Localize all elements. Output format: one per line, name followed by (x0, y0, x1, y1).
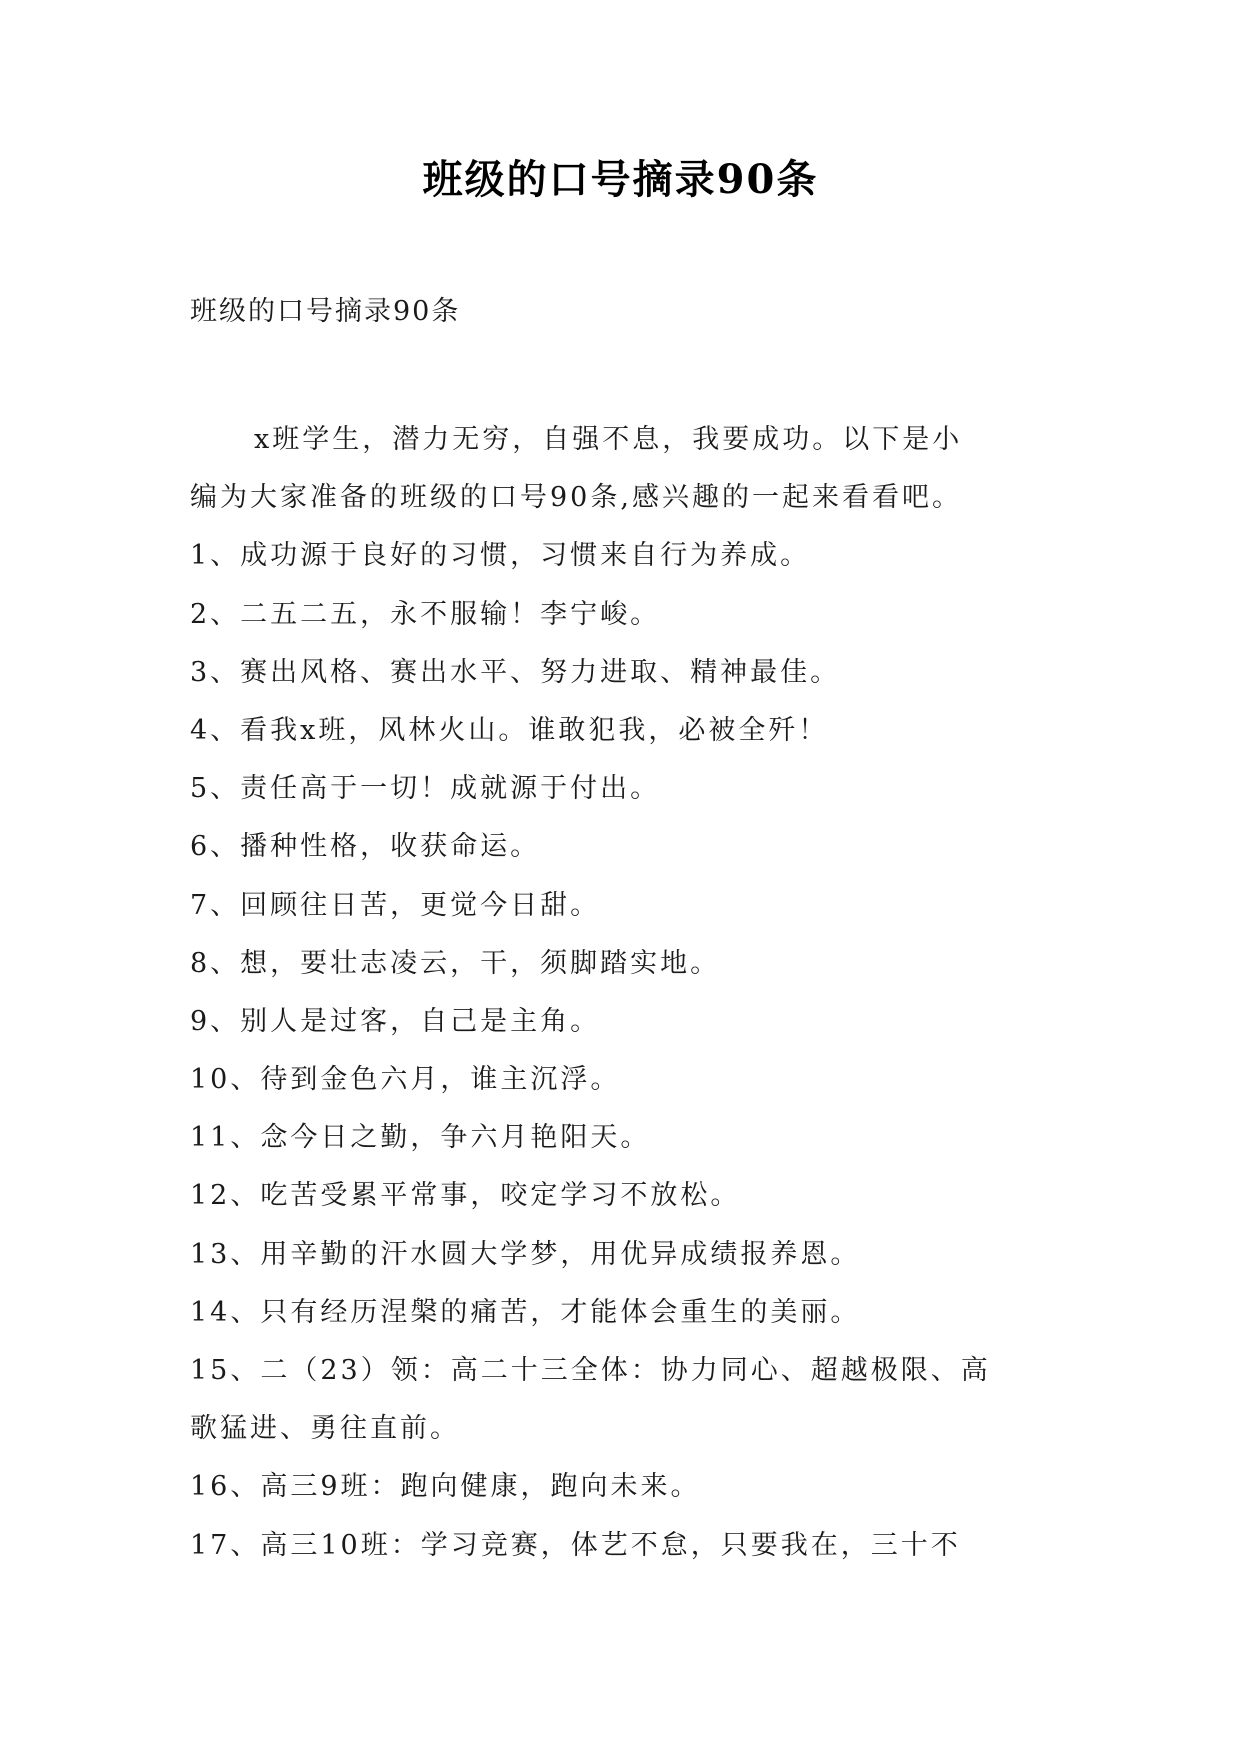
slogan-line: 12、吃苦受累平常事，咬定学习不放松。 (190, 1180, 741, 1212)
slogan-line: 9、别人是过客，自己是主角。 (190, 1005, 601, 1037)
slogan-line: 16、高三9班：跑向健康，跑向未来。 (190, 1471, 701, 1503)
slogan-line: 10、待到金色六月，谁主沉浮。 (190, 1064, 621, 1096)
slogan-line: 歌猛进、勇往直前。 (190, 1413, 460, 1445)
intro-line: 编为大家准备的班级的口号90条,感兴趣的一起来看看吧。 (190, 482, 962, 514)
slogan-line: 17、高三10班：学习竞赛，体艺不怠，只要我在，三十不 (190, 1529, 961, 1561)
document-subtitle: 班级的口号摘录90条 (190, 296, 461, 327)
slogan-line: 5、责任高于一切！成就源于付出。 (190, 773, 661, 805)
slogan-line: 4、看我x班，风林火山。谁敢犯我，必被全歼！ (190, 714, 829, 746)
slogan-line: 8、想，要壮志凌云，干，须脚踏实地。 (190, 947, 721, 979)
slogan-line: 15、二（23）领：高二十三全体：协力同心、超越极限、高 (190, 1355, 991, 1386)
slogan-line: 11、念今日之勤，争六月艳阳天。 (190, 1122, 651, 1154)
document-title: 班级的口号摘录90条 (422, 156, 819, 203)
slogan-line: 3、赛出风格、赛出水平、努力进取、精神最佳。 (190, 656, 841, 688)
slogan-line: 7、回顾往日苦，更觉今日甜。 (190, 889, 601, 921)
document-body (190, 411, 1060, 1575)
slogan-line: 2、二五二五，永不服输！李宁峻。 (190, 598, 661, 630)
slogan-line: 14、只有经历涅槃的痛苦，才能体会重生的美丽。 (190, 1296, 861, 1328)
slogan-line: 6、播种性格，收获命运。 (190, 831, 541, 863)
slogan-line: 13、用辛勤的汗水圆大学梦，用优异成绩报养恩。 (190, 1238, 861, 1270)
slogan-line: 1、成功源于良好的习惯，习惯来自行为养成。 (190, 540, 811, 572)
intro-line: x班学生，潜力无穷，自强不息，我要成功。以下是小 (254, 424, 963, 455)
